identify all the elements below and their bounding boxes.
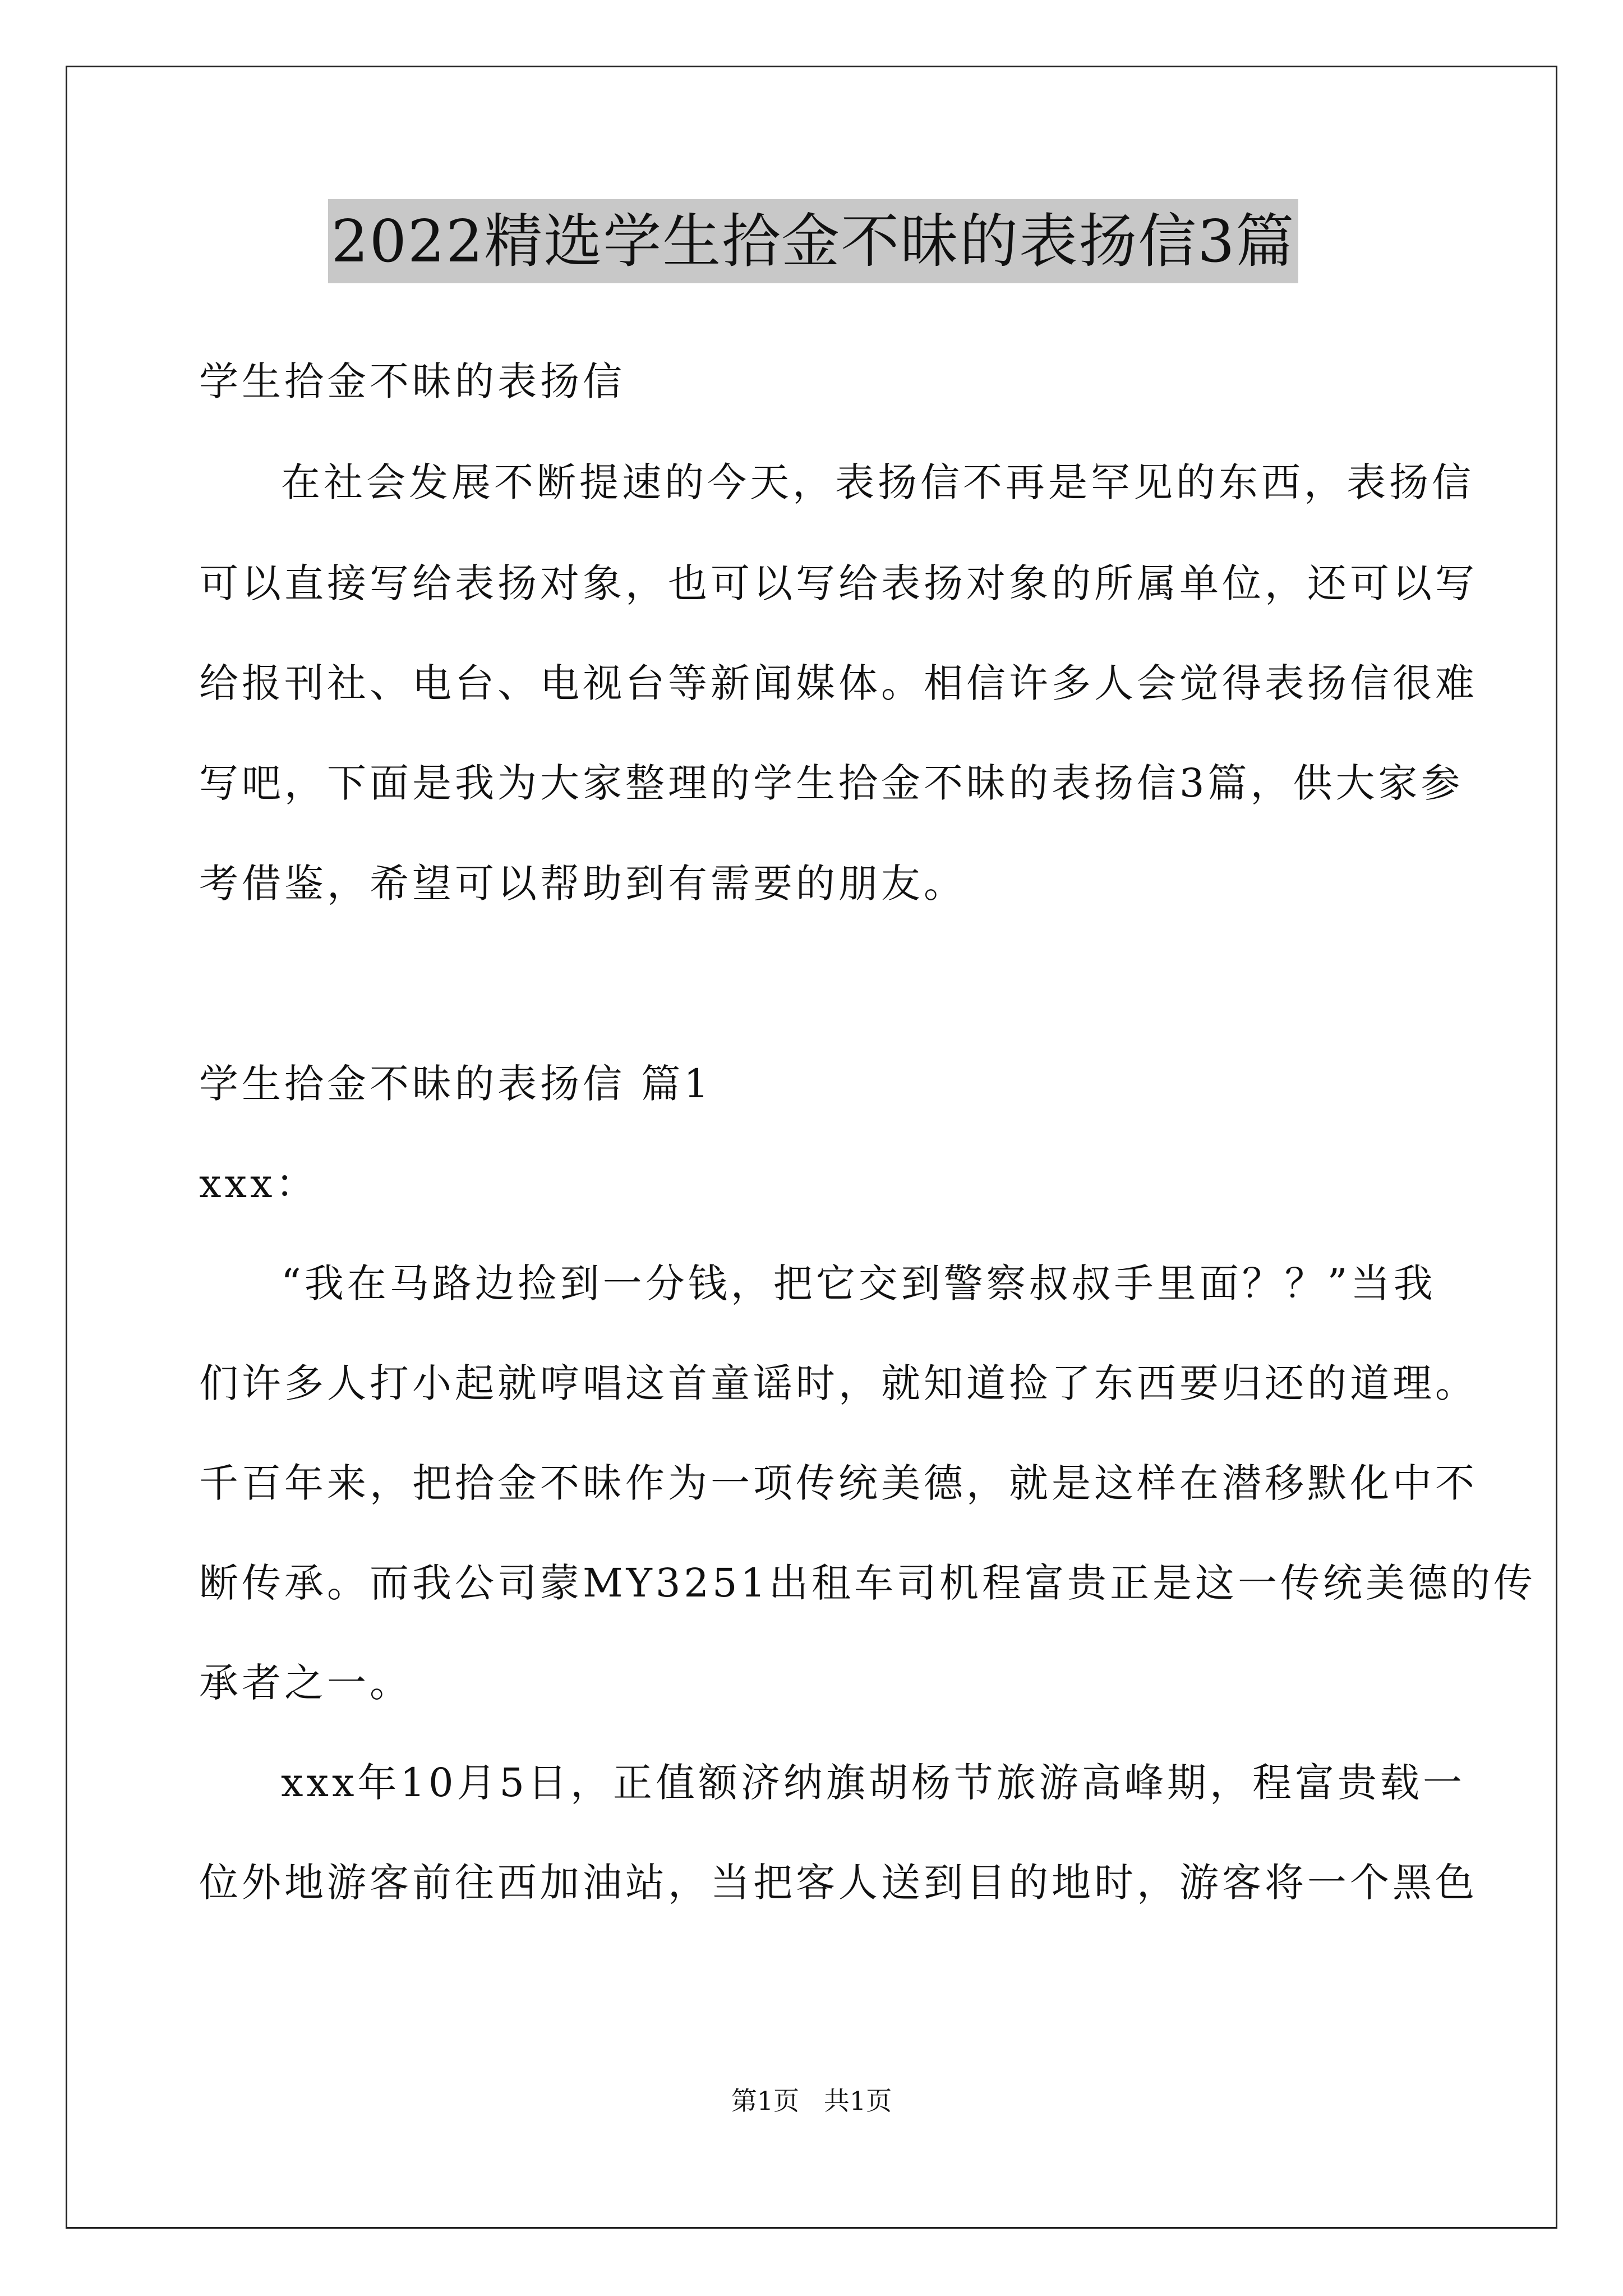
paragraph-line: 承者之一。: [199, 1660, 412, 1706]
paragraph-line: 可以直接写给表扬对象，也可以写给表扬对象的所属单位，还可以写: [199, 560, 1478, 606]
section-heading: 学生拾金不昧的表扬信 篇1: [199, 1061, 712, 1107]
paragraph-line: 考借鉴，希望可以帮助到有需要的朋友。: [199, 861, 966, 907]
paragraph-line: 写吧，下面是我为大家整理的学生拾金不昧的表扬信3篇，供大家参: [199, 760, 1464, 806]
paragraph-line: 千百年来，把拾金不昧作为一项传统美德，就是这样在潜移默化中不: [199, 1460, 1478, 1506]
page-footer: 第1页 共1页: [731, 2086, 892, 2116]
salutation: xxx：: [199, 1161, 319, 1207]
section-heading: 学生拾金不昧的表扬信: [199, 358, 625, 404]
document-title: 2022精选学生拾金不昧的表扬信3篇: [328, 199, 1299, 283]
paragraph-line: 位外地游客前往西加油站，当把客人送到目的地时，游客将一个黑色: [199, 1860, 1478, 1906]
paragraph-line: 断传承。而我公司蒙MY3251出租车司机程富贵正是这一传统美德的传: [199, 1560, 1537, 1606]
paragraph-line: 在社会发展不断提速的今天，表扬信不再是罕见的东西，表扬信: [281, 459, 1474, 505]
paragraph-line: 给报刊社、电台、电视台等新闻媒体。相信许多人会觉得表扬信很难: [199, 660, 1478, 706]
paragraph-line: “我在马路边捡到一分钱，把它交到警察叔叔手里面？？”当我: [281, 1260, 1436, 1306]
paragraph-line: xxx年10月5日，正值额济纳旗胡杨节旅游高峰期，程富贵载一: [281, 1760, 1466, 1806]
title-container: [199, 199, 1427, 283]
paragraph-line: 们许多人打小起就哼唱这首童谣时，就知道捡了东西要归还的道理。: [199, 1360, 1478, 1406]
